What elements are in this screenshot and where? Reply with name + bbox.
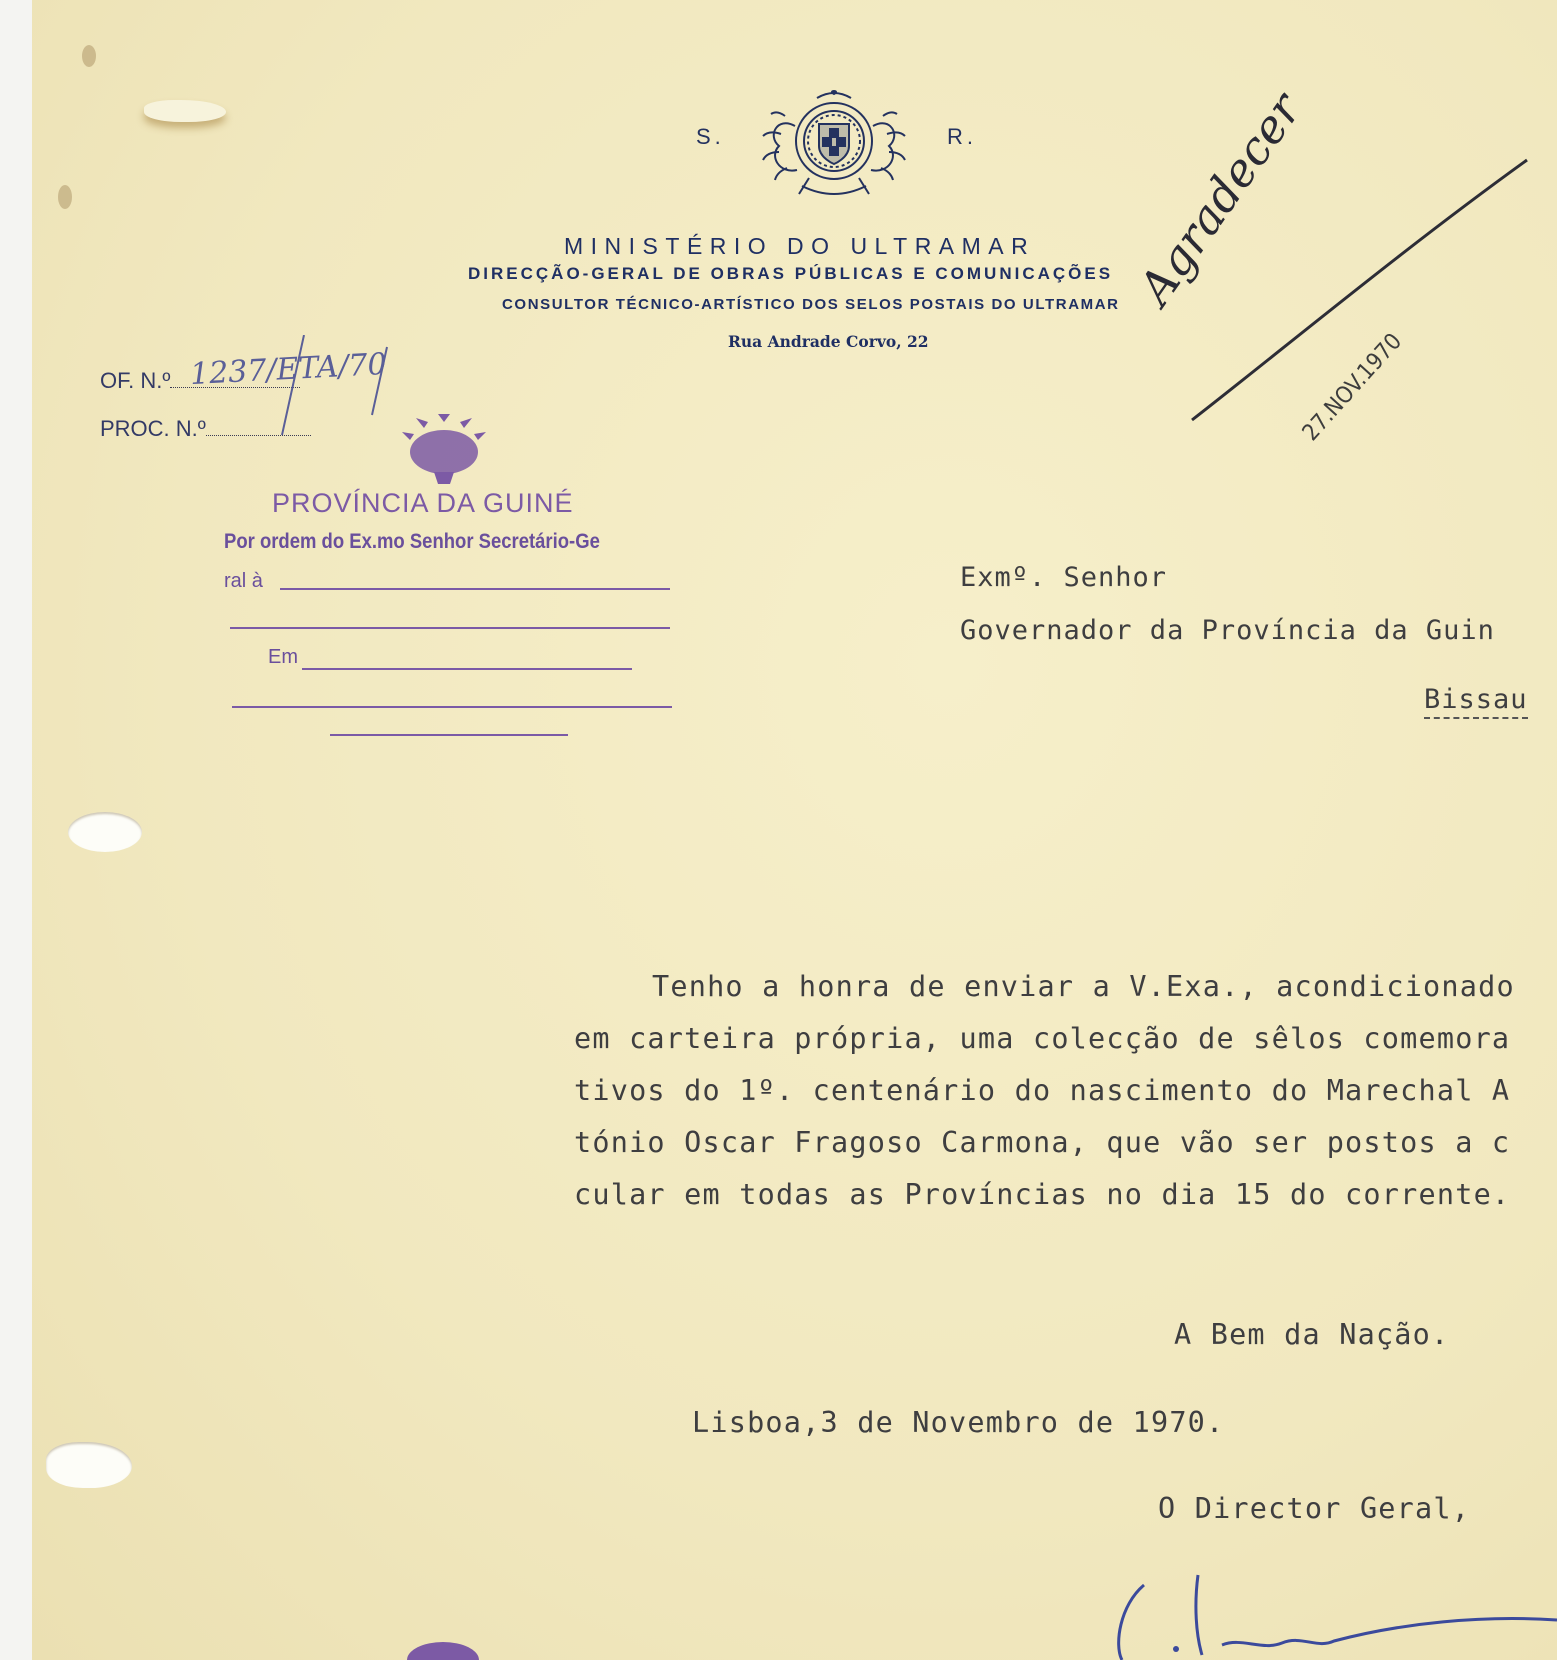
addressee-salutation: Exmº. Senhor (960, 562, 1168, 593)
stamp-rule (232, 706, 672, 708)
ministry-name: MINISTÉRIO DO ULTRAMAR (564, 233, 1036, 259)
signature (1102, 1565, 1557, 1660)
letterhead-initial-r: R. (947, 124, 977, 149)
stain (58, 185, 72, 209)
stamp-date-label: Em (268, 646, 298, 668)
body-line: Tenho a honra de enviar a V.Exa., acondicionado (652, 970, 1515, 1003)
stamp-rule (280, 588, 670, 590)
stamp-emblem-fragment (400, 1635, 486, 1660)
stamp-order-line: Por ordem do Ex.mo Senhor Secretário-Ge (224, 530, 600, 553)
closing-motto: A Bem da Nação. (1174, 1318, 1450, 1351)
paper-tear (144, 100, 226, 122)
punch-hole (46, 1442, 132, 1488)
punch-hole (68, 812, 142, 852)
letterhead-initial-s: S. (696, 124, 725, 149)
stamp-rule (302, 668, 632, 670)
stain (82, 45, 96, 67)
addressee-city: Bissau (1424, 684, 1528, 719)
body-line: tivos do 1º. centenário do nascimento do Marechal A (574, 1074, 1511, 1107)
received-date-stamp: 27.NOV.1970 (1297, 328, 1408, 446)
handwritten-annotation: Agradecer (1127, 83, 1312, 314)
stamp-emblem (396, 414, 492, 486)
process-number-label: PROC. N.º (100, 416, 311, 442)
closing-signatory: O Director Geral, (1158, 1492, 1471, 1525)
office-number-label: OF. N.º (100, 368, 300, 394)
stamp-recipient-label: ral à (224, 570, 263, 592)
letterhead-address: Rua Andrade Corvo, 22 (728, 332, 929, 351)
stamp-rule (230, 627, 670, 629)
body-line: em carteira própria, uma colecção de sêlos comemora (574, 1022, 1511, 1055)
addressee-title: Governador da Província da Guin (960, 615, 1495, 646)
directorate-name: DIRECÇÃO-GERAL DE OBRAS PÚBLICAS E COMUNICAÇÕES (468, 264, 1114, 283)
office-number-value: 1237/ETA/70 (189, 346, 388, 393)
letter-sheet (32, 0, 1557, 1660)
body-line: tónio Oscar Fragoso Carmona, que vão ser postos a c (574, 1126, 1511, 1159)
body-line: cular em todas as Províncias no dia 15 do corrente. (574, 1178, 1511, 1211)
consultant-title: CONSULTOR TÉCNICO-ARTÍSTICO DOS SELOS POSTAIS DO ULTRAMAR (502, 296, 1120, 313)
coat-of-arms-emblem (757, 86, 912, 201)
stamp-rule (330, 734, 568, 736)
stamp-province-title: PROVÍNCIA DA GUINÉ (272, 488, 574, 518)
closing-place-date: Lisboa,3 de Novembro de 1970. (692, 1406, 1225, 1439)
